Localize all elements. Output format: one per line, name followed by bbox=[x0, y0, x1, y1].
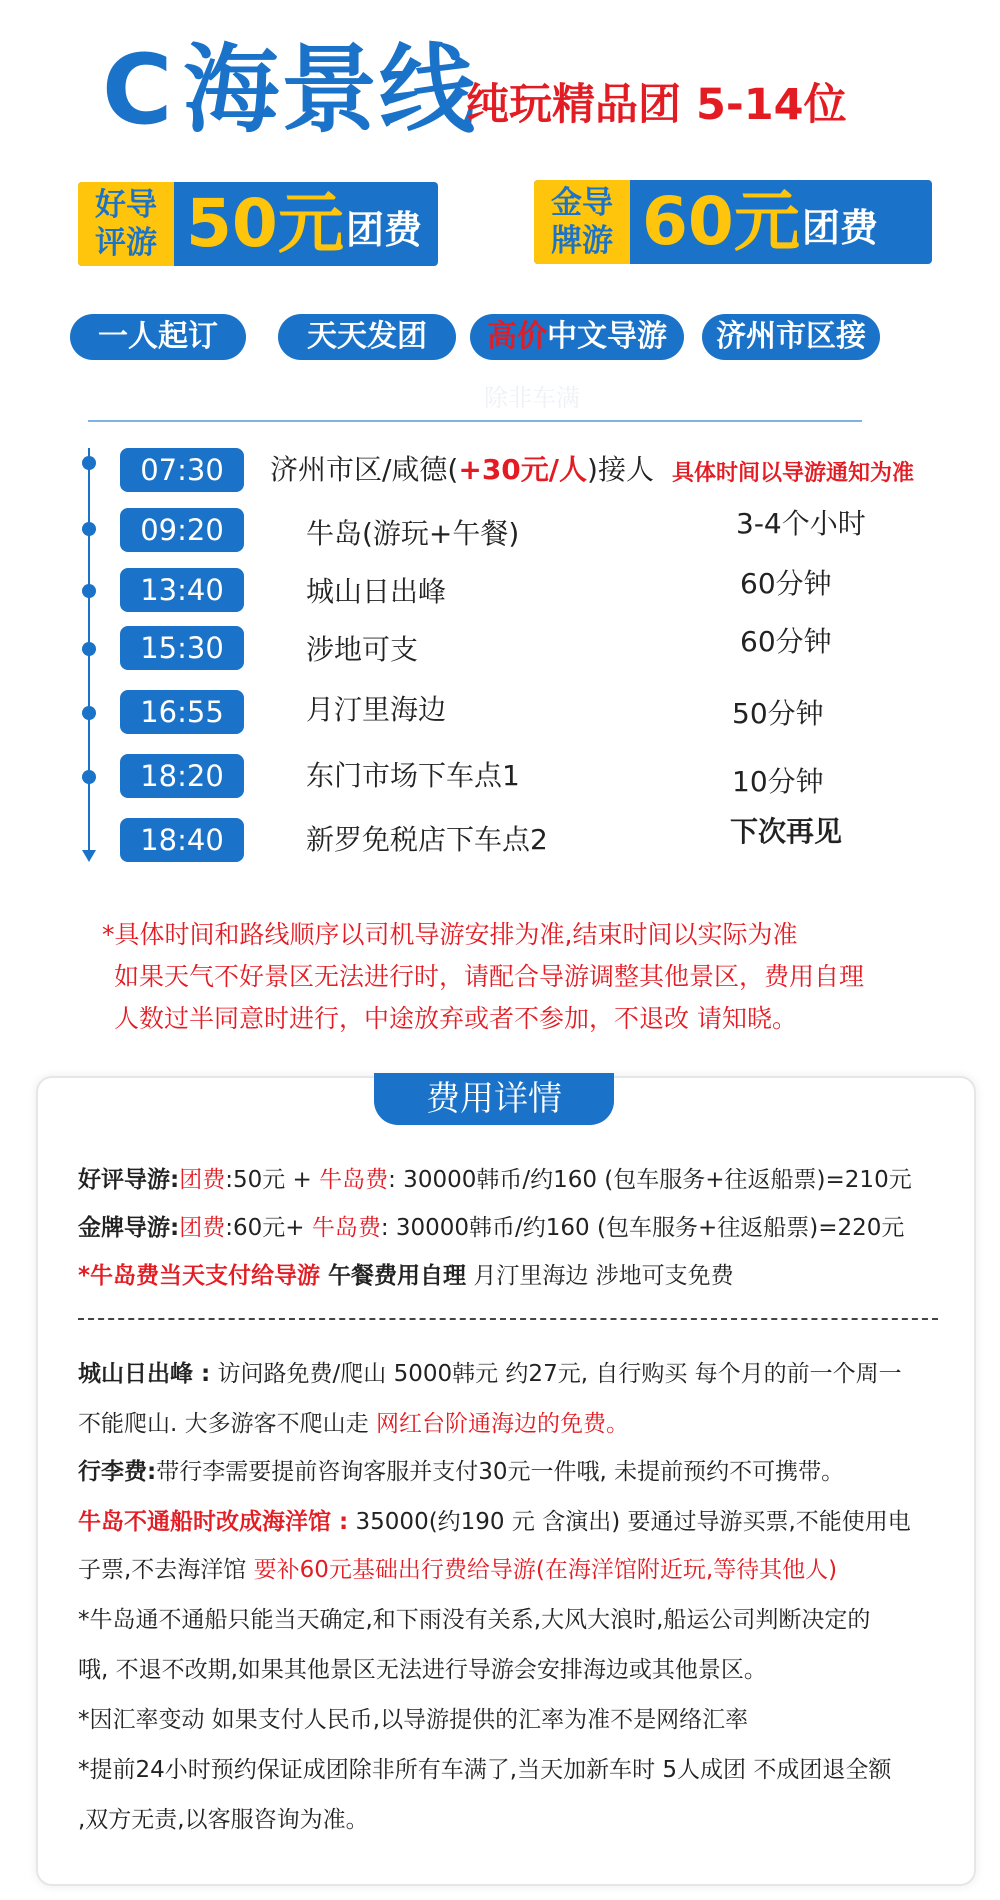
tag-chinese-guide bbox=[470, 314, 684, 360]
fee-booking-note-cont: ,双方无责,以客服咨询为准。 bbox=[78, 1807, 369, 1833]
fee-red: 牛岛费 bbox=[319, 1167, 389, 1193]
divider bbox=[88, 420, 862, 422]
price-amount: 60元 bbox=[642, 183, 800, 260]
stop-duration: 60分钟 bbox=[740, 625, 832, 658]
price-label-line1: 好导 bbox=[95, 187, 157, 223]
fee-title: 费用详情 bbox=[374, 1073, 614, 1125]
fee-text: 月汀里海边 涉地可支免费 bbox=[466, 1263, 734, 1289]
timeline-dot bbox=[82, 522, 96, 536]
dashed-divider bbox=[78, 1318, 938, 1322]
note-line: 人数过半同意时进行，中途放弃或者不参加，不退改 请知晓。 bbox=[114, 1004, 797, 1033]
watermark: 除非车满 bbox=[484, 384, 580, 412]
timeline-dot bbox=[82, 642, 96, 656]
fee-red: 要补60元基础出行费给导游(在海洋馆附近玩,等待其他人) bbox=[253, 1557, 838, 1583]
price-label bbox=[534, 180, 630, 264]
tag-pickup: 济州市区接 bbox=[702, 314, 880, 360]
price-amount: 50元 bbox=[186, 185, 344, 262]
timeline-dot bbox=[82, 456, 96, 470]
time-pill: 09:20 bbox=[120, 508, 244, 552]
fee-text: 带行李需要提前咨询客服并支付30元一件哦, 未提前预约不可携带。 bbox=[156, 1459, 845, 1485]
fee-label: 牛岛不通船时改成海洋馆 : bbox=[78, 1509, 349, 1535]
price-suffix: 团费 bbox=[802, 206, 879, 250]
price-box-gold-guide bbox=[534, 180, 932, 264]
stop-text: )接人 bbox=[587, 453, 654, 486]
fee-text: 访问路免费/爬山 5000韩元 约27元, 自行购买 每个月的前一个周一 bbox=[210, 1361, 902, 1387]
fee-luggage bbox=[78, 1458, 844, 1486]
stop-duration: 下次再见 bbox=[730, 815, 843, 848]
fee-text: :50元 + bbox=[225, 1167, 320, 1193]
stop-text: 济州市区/咸德( bbox=[270, 453, 459, 486]
timeline-dot bbox=[82, 706, 96, 720]
time-pill: 16:55 bbox=[120, 690, 244, 734]
stop-duration: 50分钟 bbox=[732, 697, 824, 730]
stop-name bbox=[270, 452, 654, 488]
tag-highlight: 高价 bbox=[487, 319, 547, 354]
fee-text: : 30000韩币/约160 (包车服务+往返船票)=220元 bbox=[380, 1215, 905, 1241]
note-line: 如果天气不好景区无法进行时，请配合导游调整其他景区，费用自理 bbox=[114, 962, 865, 991]
stop-name: 月汀里海边 bbox=[306, 693, 447, 726]
stop-name: 新罗免税店下车点2 bbox=[306, 823, 548, 856]
route-letter: C bbox=[102, 34, 173, 146]
time-note: 具体时间以导游通知为准 bbox=[672, 461, 915, 486]
fee-booking-note: *提前24小时预约保证成团除非所有车满了,当天加新车时 5人成团 不成团退全额 bbox=[78, 1757, 892, 1783]
fee-gold-guide bbox=[78, 1214, 904, 1242]
price-label-line2: 评游 bbox=[95, 225, 157, 261]
fee-ship-note: *牛岛通不通船只能当天确定,和下雨没有关系,大风大浪时,船运公司判断决定的 bbox=[78, 1607, 871, 1633]
fee-sunrise-cont bbox=[78, 1410, 629, 1438]
stop-name: 牛岛(游玩+午餐) bbox=[306, 517, 520, 550]
fee-label: 好评导游: bbox=[78, 1167, 180, 1193]
tag-rest: 中文导游 bbox=[547, 319, 667, 354]
stop-name: 城山日出峰 bbox=[306, 575, 447, 608]
fee-label: 城山日出峰 : bbox=[78, 1361, 211, 1387]
timeline-arrow-icon bbox=[82, 850, 96, 862]
tag-daily-departure: 天天发团 bbox=[278, 314, 456, 360]
timeline-dot bbox=[82, 584, 96, 598]
fee-good-guide bbox=[78, 1166, 912, 1194]
fee-rate-note: *因汇率变动 如果支付人民币,以导游提供的汇率为准不是网络汇率 bbox=[78, 1707, 749, 1733]
stop-duration: 10分钟 bbox=[732, 765, 824, 798]
fee-aquarium-cont bbox=[78, 1556, 837, 1584]
time-pill: 07:30 bbox=[120, 448, 244, 492]
stop-duration: 3-4个小时 bbox=[736, 507, 866, 540]
price-label-line1: 金导 bbox=[551, 185, 613, 221]
fee-label: 行李费: bbox=[78, 1459, 157, 1485]
fee-pay-note bbox=[78, 1262, 734, 1290]
time-pill: 18:20 bbox=[120, 754, 244, 798]
time-pill: 15:30 bbox=[120, 626, 244, 670]
fee-text: 午餐费用自理 bbox=[320, 1263, 467, 1289]
fee-red: 牛岛费 bbox=[311, 1215, 381, 1241]
fee-aquarium bbox=[78, 1508, 911, 1536]
time-pill: 18:40 bbox=[120, 818, 244, 862]
fee-red: 团费 bbox=[179, 1167, 226, 1193]
time-pill: 13:40 bbox=[120, 568, 244, 612]
fee-red: 团费 bbox=[179, 1215, 226, 1241]
fee-text: 35000(约190 元 含演出) 要通过导游买票,不能使用电 bbox=[348, 1509, 911, 1535]
stop-name: 东门市场下车点1 bbox=[306, 759, 520, 792]
note-line: *具体时间和路线顺序以司机导游安排为准,结束时间以实际为准 bbox=[102, 920, 798, 949]
fee-text: 子票,不去海洋馆 bbox=[78, 1557, 254, 1583]
price-box-good-guide bbox=[78, 182, 438, 266]
fee-red: 网红台阶通海边的免费。 bbox=[375, 1411, 629, 1437]
fee-text: : 30000韩币/约160 (包车服务+往返船票)=210元 bbox=[388, 1167, 912, 1193]
price-label bbox=[78, 182, 174, 266]
tag-one-person: 一人起订 bbox=[70, 314, 246, 360]
fee-label: 金牌导游: bbox=[78, 1215, 180, 1241]
fee-text: :60元+ bbox=[225, 1215, 312, 1241]
fee-text: 不能爬山. 大多游客不爬山走 bbox=[78, 1411, 376, 1437]
page-subtitle: 纯玩精品团 5-14位 bbox=[466, 80, 847, 130]
price-suffix: 团费 bbox=[346, 208, 423, 252]
fee-ship-note-cont: 哦, 不退不改期,如果其他景区无法进行导游会安排海边或其他景区。 bbox=[78, 1657, 767, 1683]
fee-red: *牛岛费当天支付给导游 bbox=[78, 1263, 321, 1289]
stop-duration: 60分钟 bbox=[740, 567, 832, 600]
stop-surcharge: +30元/人 bbox=[458, 453, 588, 486]
price-label-line2: 牌游 bbox=[551, 223, 613, 259]
page-title: 海景线 bbox=[183, 34, 477, 146]
timeline-dot bbox=[82, 770, 96, 784]
fee-sunrise bbox=[78, 1360, 902, 1388]
stop-name: 涉地可支 bbox=[306, 633, 419, 666]
